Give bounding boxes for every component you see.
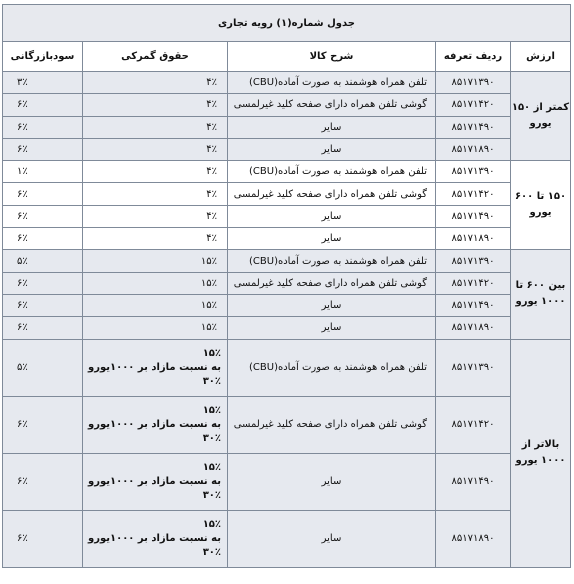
customs-duty: ۴٪: [83, 205, 228, 227]
customs-duty-note: به نسبت مازاد بر ۱۰۰۰یورو: [87, 475, 221, 487]
header-description: شرح کالا: [228, 42, 436, 72]
value-range-cell: ۱۵۰ تا ۶۰۰ یورو: [511, 161, 571, 250]
commercial-profit: ۶٪: [3, 94, 83, 116]
table-row: [3, 453, 571, 510]
item-description: تلفن همراه هوشمند به صورت آماده(CBU): [228, 161, 436, 183]
customs-duty: ۴٪: [83, 138, 228, 160]
customs-duty-note: به نسبت مازاد بر ۱۰۰۰یورو: [87, 532, 221, 544]
tariff-code: ۸۵۱۷۱۳۹۰: [436, 72, 511, 94]
table-row: [3, 183, 571, 205]
tariff-code: ۸۵۱۷۱۸۹۰: [436, 510, 511, 567]
customs-duty: ۴٪: [83, 161, 228, 183]
customs-duty-base: ۱۵٪: [202, 404, 221, 416]
commercial-profit: ۶٪: [3, 228, 83, 250]
customs-duty: ۱۵٪: [83, 294, 228, 316]
customs-duty: ۱۵٪: [83, 250, 228, 272]
customs-duty: [83, 396, 228, 453]
customs-duty: ۴٪: [83, 72, 228, 94]
commercial-profit: ۶٪: [3, 453, 83, 510]
table-row: [3, 250, 571, 272]
commercial-profit: ۵٪: [3, 339, 83, 396]
commercial-profit: ۶٪: [3, 183, 83, 205]
tariff-code: ۸۵۱۷۱۸۹۰: [436, 228, 511, 250]
commercial-profit: ۶٪: [3, 317, 83, 339]
value-range-cell: بین ۶۰۰ تا ۱۰۰۰ یورو: [511, 250, 571, 339]
customs-duty-excess: ۳۰٪: [202, 489, 221, 501]
item-description: سایر: [228, 510, 436, 567]
item-description: تلفن همراه هوشمند به صورت آماده(CBU): [228, 339, 436, 396]
item-description: گوشی تلفن همراه دارای صفحه کلید غیرلمسی: [228, 94, 436, 116]
table-row: [3, 94, 571, 116]
header-row: [3, 42, 571, 72]
item-description: سایر: [228, 205, 436, 227]
tariff-code: ۸۵۱۷۱۴۹۰: [436, 116, 511, 138]
tariff-code: ۸۵۱۷۱۴۹۰: [436, 453, 511, 510]
customs-duty-note: به نسبت مازاد بر ۱۰۰۰یورو: [87, 361, 221, 373]
table-row: [3, 339, 571, 396]
customs-duty-excess: ۳۰٪: [202, 432, 221, 444]
table-row: [3, 396, 571, 453]
item-description: سایر: [228, 228, 436, 250]
customs-duty-note: به نسبت مازاد بر ۱۰۰۰یورو: [87, 418, 221, 430]
commercial-profit: ۶٪: [3, 138, 83, 160]
tariff-code: ۸۵۱۷۱۳۹۰: [436, 161, 511, 183]
item-description: سایر: [228, 138, 436, 160]
table-row: [3, 138, 571, 160]
customs-duty: ۱۵٪: [83, 317, 228, 339]
customs-duty-excess: ۳۰٪: [202, 546, 221, 558]
tariff-code: ۸۵۱۷۱۴۹۰: [436, 205, 511, 227]
item-description: تلفن همراه هوشمند به صورت آماده(CBU): [228, 72, 436, 94]
customs-duty-base: ۱۵٪: [202, 347, 221, 359]
customs-duty: [83, 510, 228, 567]
table-row: [3, 116, 571, 138]
commercial-profit: ۳٪: [3, 72, 83, 94]
item-description: سایر: [228, 116, 436, 138]
commercial-profit: ۵٪: [3, 250, 83, 272]
tariff-code: ۸۵۱۷۱۴۲۰: [436, 183, 511, 205]
commercial-profit: ۶٪: [3, 294, 83, 316]
table-row: [3, 294, 571, 316]
header-customs-duty: حقوق گمرکی: [83, 42, 228, 72]
customs-duty: ۴٪: [83, 183, 228, 205]
table-row: [3, 317, 571, 339]
table-row: [3, 72, 571, 94]
commercial-profit: ۶٪: [3, 116, 83, 138]
commercial-profit: ۱٪: [3, 161, 83, 183]
tariff-code: ۸۵۱۷۱۳۹۰: [436, 250, 511, 272]
commercial-profit: ۶٪: [3, 205, 83, 227]
customs-duty: ۴٪: [83, 228, 228, 250]
tariff-table-container: [2, 4, 570, 568]
tariff-code: ۸۵۱۷۱۳۹۰: [436, 339, 511, 396]
item-description: گوشی تلفن همراه دارای صفحه کلید غیرلمسی: [228, 272, 436, 294]
commercial-profit: ۶٪: [3, 510, 83, 567]
commercial-profit: ۶٪: [3, 272, 83, 294]
tariff-code: ۸۵۱۷۱۸۹۰: [436, 138, 511, 160]
header-commercial-profit: سودبازرگانی: [3, 42, 83, 72]
customs-duty-excess: ۳۰٪: [202, 375, 221, 387]
item-description: سایر: [228, 317, 436, 339]
item-description: تلفن همراه هوشمند به صورت آماده(CBU): [228, 250, 436, 272]
customs-duty: ۱۵٪: [83, 272, 228, 294]
customs-duty: [83, 453, 228, 510]
table-row: [3, 161, 571, 183]
tariff-code: ۸۵۱۷۱۴۲۰: [436, 396, 511, 453]
customs-duty: ۴٪: [83, 116, 228, 138]
customs-duty: ۴٪: [83, 94, 228, 116]
item-description: گوشی تلفن همراه دارای صفحه کلید غیرلمسی: [228, 396, 436, 453]
tariff-code: ۸۵۱۷۱۴۹۰: [436, 294, 511, 316]
header-value: ارزش: [511, 42, 571, 72]
tariff-code: ۸۵۱۷۱۴۲۰: [436, 272, 511, 294]
header-tariff-row: ردیف تعرفه: [436, 42, 511, 72]
tariff-code: ۸۵۱۷۱۴۲۰: [436, 94, 511, 116]
value-range-cell: بالاتر از ۱۰۰۰ یورو: [511, 339, 571, 567]
commercial-profit: ۶٪: [3, 396, 83, 453]
item-description: سایر: [228, 453, 436, 510]
tariff-code: ۸۵۱۷۱۸۹۰: [436, 317, 511, 339]
table-row: [3, 510, 571, 567]
customs-duty-base: ۱۵٪: [202, 518, 221, 530]
table-title: جدول شماره(۱) رویه تجاری: [3, 5, 571, 42]
value-range-cell: کمتر از ۱۵۰ یورو: [511, 72, 571, 161]
table-row: [3, 228, 571, 250]
table-row: [3, 205, 571, 227]
customs-duty: [83, 339, 228, 396]
customs-duty-base: ۱۵٪: [202, 461, 221, 473]
item-description: گوشی تلفن همراه دارای صفحه کلید غیرلمسی: [228, 183, 436, 205]
item-description: سایر: [228, 294, 436, 316]
tariff-table: [2, 4, 571, 568]
table-row: [3, 272, 571, 294]
